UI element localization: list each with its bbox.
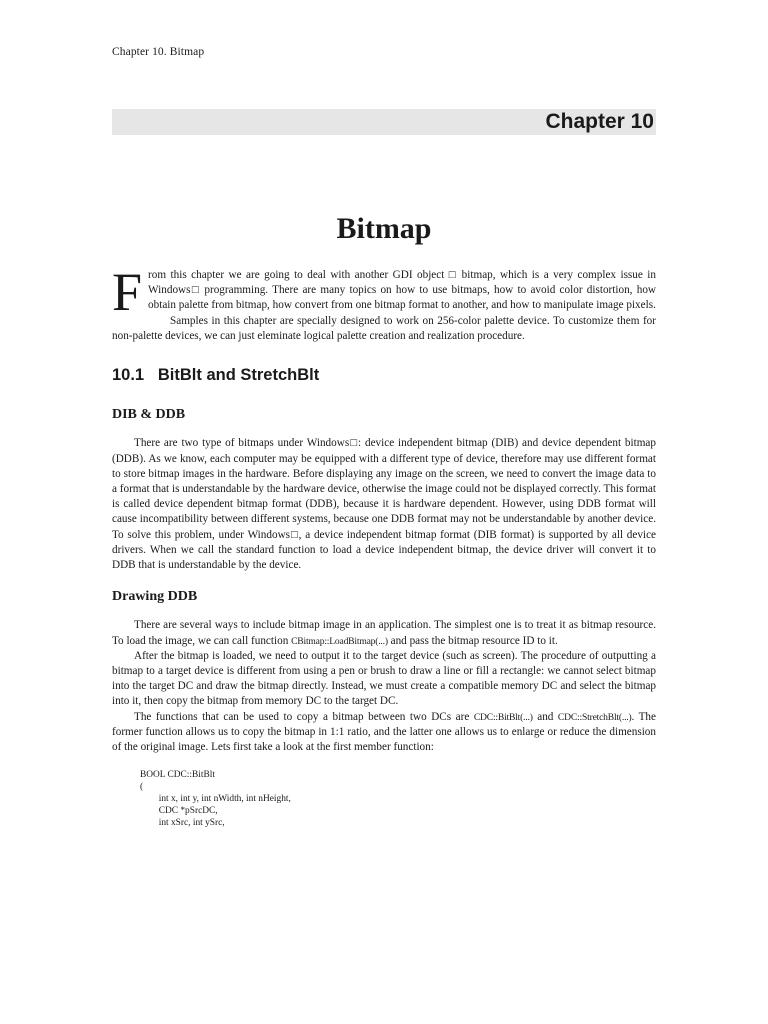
drawing-ddb-paragraph-1 [112, 618, 656, 648]
intro-paragraph-2: Samples in this chapter are specially designed to work on 256-color palette device. To customize them for non-palette devices, we can just eleminate logical palette creation and realization procedure. [112, 314, 656, 342]
intro-paragraph [112, 262, 656, 322]
drop-cap: F [112, 262, 143, 322]
section-heading [112, 368, 656, 383]
drawing-ddb-paragraph-2: After the bitmap is loaded, we need to output it to the target device (such as screen). The procedure of outputting a bitmap to a target device is different from using a pen or brush to draw a line or fill a rectangle: we cannot select bitmap into the target DC and draw the bitmap directly. Instead, we must create a compatible memory DC and select the bitmap into it, then copy the bitmap from memory DC to the target DC. [112, 649, 656, 708]
subheading-drawing-ddb: Drawing DDB [112, 589, 198, 605]
body-text [112, 262, 656, 829]
intro-text: rom this chapter we are going to deal with another GDI object □ bitmap, which is a very complex issue in Windows□ programming. There are many topics on how to use bitmaps, how to avoid color distortion, how obtain palette from bitmap, how convert from one bitmap format to another, and how to manipulate image pixels. [148, 269, 656, 312]
code-listing: BOOL CDC::BitBlt ( int x, int y, int nWidth, int nHeight, CDC *pSrcDC, int xSrc, int ySrc, [140, 770, 291, 829]
drawing-ddb-paragraph-3 [112, 710, 656, 756]
text-run: and [532, 710, 558, 723]
text-run: There are several ways to include bitmap image in an application. The simplest one is to treat it as bitmap resource. To load the image, we can call function [112, 619, 656, 647]
inline-code: CDC::StretchBlt(...) [557, 711, 632, 723]
inline-code: CDC::BitBlt(...) [473, 711, 533, 723]
chapter-label: Chapter 10 [545, 110, 654, 133]
chapter-title: Bitmap [336, 212, 432, 245]
text-run: The functions that can be used to copy a bitmap between two DCs are [134, 710, 474, 723]
text-run: . The former function allows us to copy the bitmap in 1:1 ratio, and the latter one allows us to enlarge or reduce the dimension of the original image. Lets first take a look at the first member function: [112, 710, 656, 754]
text-run: and pass the bitmap resource ID to it. [387, 634, 558, 647]
inline-code: CBitmap::LoadBitmap(...) [291, 635, 388, 647]
section-title: BitBlt and StretchBlt [157, 366, 320, 385]
chapter-band [112, 109, 656, 135]
section-number: 10.1 [112, 366, 145, 385]
dib-ddb-paragraph: There are two type of bitmaps under Windows□: device independent bitmap (DIB) and device dependent bitmap (DDB). As we know, each computer may be equipped with a different type of device, therefore may use different format to store bitmap images in the hardware. Before displaying any image on the screen, we need to convert the image data to a format that is understandable by the hardware device, otherwise the image could not be displayed correctly. This format is called device dependent bitmap format (DDB), because it is hardware dependent. However, using DDB format will cause incompatibility between different systems, because one DDB format may not be understandable by another device. To solve this problem, under Windows□, a device independent bitmap format (DIB format) is supported by all device drivers. When we call the standard function to load a device independent bitmap, the device driver will convert it to DDB that is understandable by the device. [112, 437, 656, 572]
subheading-dib-ddb: DIB & DDB [112, 407, 186, 423]
running-head: Chapter 10. Bitmap [112, 46, 205, 58]
